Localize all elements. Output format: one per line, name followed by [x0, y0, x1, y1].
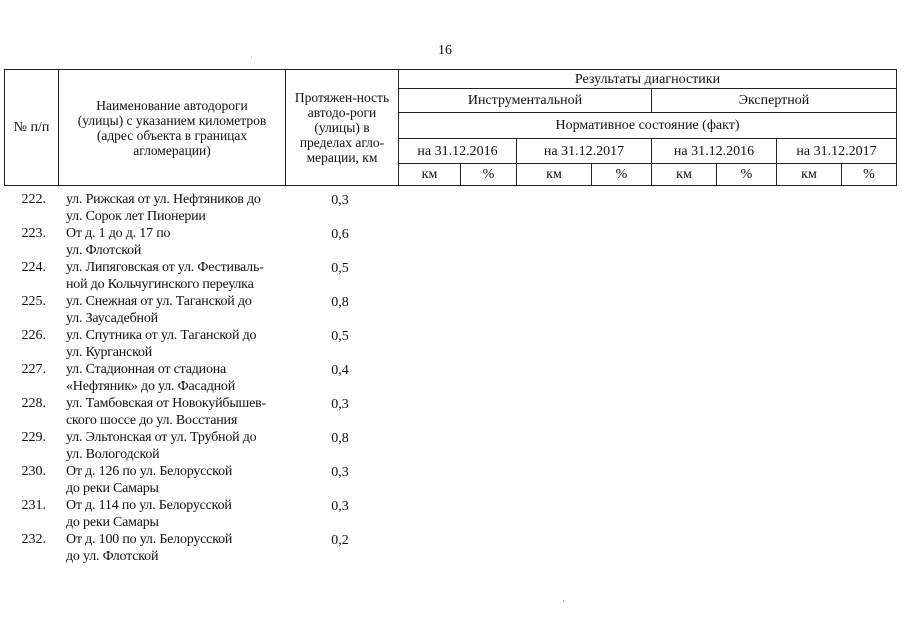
road-length: 0,6	[331, 227, 349, 242]
header-unit-km: км	[399, 164, 461, 186]
row-number: 225.	[21, 294, 46, 309]
row-number: 223.	[21, 226, 46, 241]
road-length: 0,3	[331, 499, 349, 514]
page-number: 16	[438, 43, 452, 58]
table-row	[0, 327, 400, 361]
road-description: ул. Липяговская от ул. Фестиваль- ной до Кольчугинского переулка	[66, 260, 264, 292]
road-description: ул. Тамбовская от Новокуйбышев- ского шоссе до ул. Восстания	[66, 396, 267, 428]
table-row	[0, 463, 400, 497]
road-length: 0,8	[331, 295, 349, 310]
header-unit-km: км	[517, 164, 592, 186]
road-length: 0,3	[331, 397, 349, 412]
road-description: ул. Спутника от ул. Таганской до ул. Курганской	[66, 328, 257, 360]
row-number: 228.	[21, 396, 46, 411]
road-description: ул. Снежная от ул. Таганской до ул. Заусадебной	[66, 294, 252, 326]
header-date: на 31.12.2017	[517, 139, 652, 164]
header-diagnostics-results: Результаты диагностики	[399, 70, 897, 89]
table-row	[0, 225, 400, 259]
road-length: 0,5	[331, 329, 349, 344]
header-col-length: Протяжен-ность автодо-роги (улицы) в пределах агло-мерации, км	[286, 70, 399, 186]
header-normative-state: Нормативное состояние (факт)	[399, 113, 897, 139]
road-length: 0,3	[331, 465, 349, 480]
scan-speck: ˈ	[250, 55, 253, 65]
row-number: 232.	[21, 532, 46, 547]
row-number: 222.	[21, 192, 46, 207]
header-date: на 31.12.2017	[777, 139, 897, 164]
header-col-road-name: Наименование автодороги (улицы) с указанием километров (адрес объекта в границах агломерации)	[59, 70, 286, 186]
road-length: 0,8	[331, 431, 349, 446]
table-row	[0, 259, 400, 293]
road-length: 0,2	[331, 533, 349, 548]
road-description: От д. 114 по ул. Белорусской до реки Самары	[66, 498, 232, 530]
road-description: От д. 126 по ул. Белорусской до реки Самары	[66, 464, 233, 496]
row-number: 224.	[21, 260, 46, 275]
header-unit-percent: %	[592, 164, 652, 186]
header-expert: Экспертной	[652, 89, 897, 113]
header-instrumental: Инструментальной	[399, 89, 652, 113]
road-description: От д. 100 по ул. Белорусской до ул. Флотской	[66, 532, 233, 564]
row-number: 226.	[21, 328, 46, 343]
scan-speck: ·	[562, 596, 565, 606]
header-unit-percent: %	[842, 164, 897, 186]
road-description: ул. Рижская от ул. Нефтяников до ул. Сорок лет Пионерии	[66, 192, 261, 224]
table-row	[0, 497, 400, 531]
header-date: на 31.12.2016	[652, 139, 777, 164]
table-row	[0, 395, 400, 429]
header-col-number: № п/п	[5, 70, 59, 186]
road-length: 0,3	[331, 193, 349, 208]
table-row	[0, 191, 400, 225]
table-row	[0, 361, 400, 395]
table-header	[4, 69, 897, 186]
row-number: 227.	[21, 362, 46, 377]
header-unit-km: км	[652, 164, 717, 186]
road-length: 0,4	[331, 363, 349, 378]
table-row	[0, 293, 400, 327]
header-unit-km: км	[777, 164, 842, 186]
row-number: 231.	[21, 498, 46, 513]
row-number: 229.	[21, 430, 46, 445]
header-unit-percent: %	[717, 164, 777, 186]
table-row	[0, 429, 400, 463]
road-length: 0,5	[331, 261, 349, 276]
table-row	[0, 531, 400, 565]
row-number: 230.	[21, 464, 46, 479]
road-description: ул. Стадионная от стадиона «Нефтяник» до ул. Фасадной	[66, 362, 236, 394]
header-date: на 31.12.2016	[399, 139, 517, 164]
road-description: ул. Эльтонская от ул. Трубной до ул. Вологодской	[66, 430, 257, 462]
header-unit-percent: %	[461, 164, 517, 186]
road-description: От д. 1 до д. 17 по ул. Флотской	[66, 226, 171, 258]
